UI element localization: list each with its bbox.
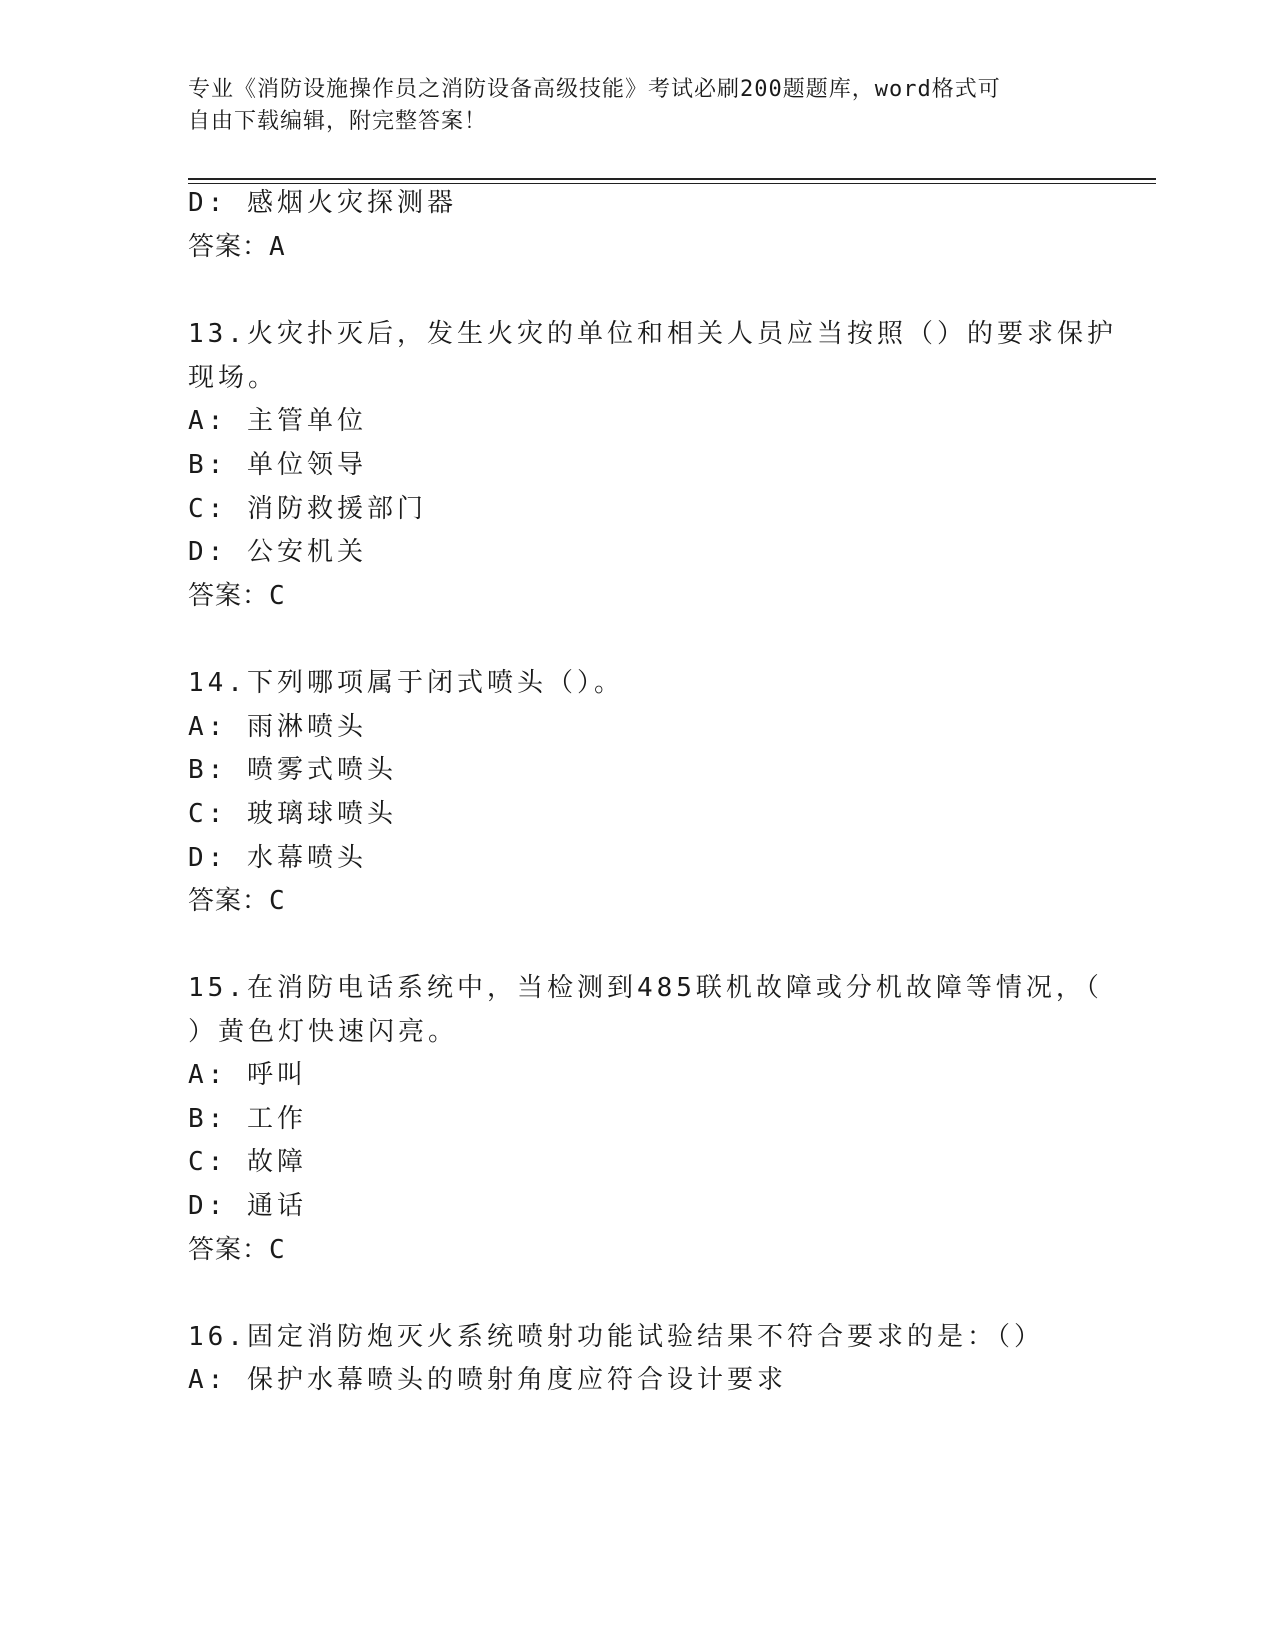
q13-stem-line-1: 13.火灾扑灭后，发生火灾的单位和相关人员应当按照（）的要求保护 xyxy=(188,319,1117,349)
q14-option-d: D: 水幕喷头 xyxy=(188,843,367,873)
q14-option-b: B: 喷雾式喷头 xyxy=(188,755,397,785)
q13-answer: 答案：C xyxy=(188,581,286,611)
q13-option-b: B: 单位领导 xyxy=(188,450,367,480)
q14-option-a: A: 雨淋喷头 xyxy=(188,712,367,742)
q14-stem-line-1: 14.下列哪项属于闭式喷头（）。 xyxy=(188,668,624,698)
prev-answer: 答案：A xyxy=(188,232,286,262)
q14-option-c: C: 玻璃球喷头 xyxy=(188,799,397,829)
header-line-1: 专业《消防设施操作员之消防设备高级技能》考试必刷200题题库，word格式可 xyxy=(188,77,1001,102)
q13-option-a: A: 主管单位 xyxy=(188,406,367,436)
q13-option-d: D: 公安机关 xyxy=(188,537,367,567)
q15-option-a: A: 呼叫 xyxy=(188,1060,307,1090)
q16-stem-line-1: 16.固定消防炮灭火系统喷射功能试验结果不符合要求的是：（） xyxy=(188,1322,1044,1352)
q15-option-d: D: 通话 xyxy=(188,1191,307,1221)
header-line-2: 自由下载编辑，附完整答案！ xyxy=(188,109,488,134)
header-divider-thick xyxy=(188,178,1156,180)
q15-stem-line-2: ）黄色灯快速闪亮。 xyxy=(188,1017,459,1047)
q14-answer: 答案：C xyxy=(188,886,286,916)
q15-stem-line-1: 15.在消防电话系统中，当检测到485联机故障或分机故障等情况，（ xyxy=(188,973,1103,1003)
document-header xyxy=(188,74,1088,138)
q15-answer: 答案：C xyxy=(188,1235,286,1265)
q15-option-b: B: 工作 xyxy=(188,1104,307,1134)
q15-option-c: C: 故障 xyxy=(188,1147,307,1177)
q13-option-c: C: 消防救援部门 xyxy=(188,494,427,524)
q13-stem-line-2: 现场。 xyxy=(188,363,279,393)
q16-option-a: A: 保护水幕喷头的喷射角度应符合设计要求 xyxy=(188,1365,787,1395)
prev-option-d: D: 感烟火灾探测器 xyxy=(188,188,457,218)
header-divider-thin xyxy=(188,183,1156,184)
